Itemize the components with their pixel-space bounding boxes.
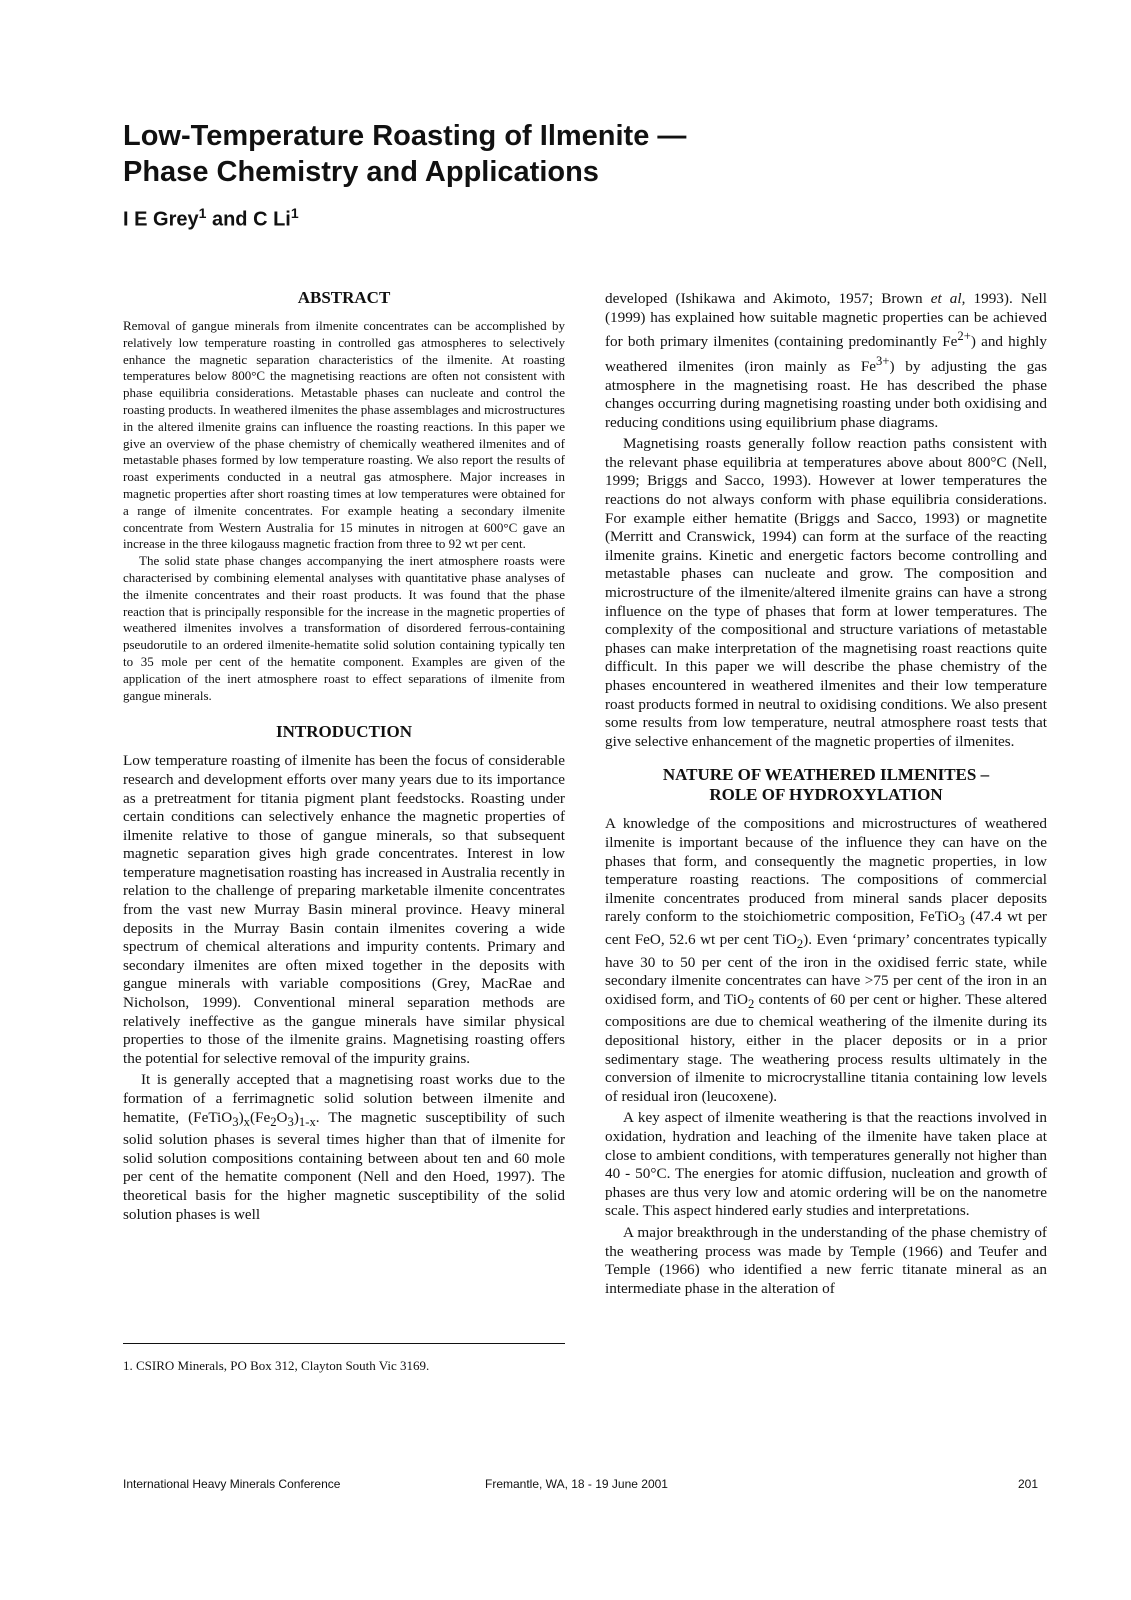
footnote-divider	[123, 1343, 565, 1344]
intro-continuation-paragraph: developed (Ishikawa and Akimoto, 1957; Brown et al, 1993). Nell (1999) has explained how suitable magnetic properties can be achieved for both primary ilmenites (containing predominantly $Fe^{2+}$) and highly weathered ilmenites (iron mainly as $Fe^{3+}$) by adjusting the gas atmosphere in the magnetising roast. He has described the phase changes occurring during magnetising roasting under both oxidising and reducing conditions using equilibrium phase diagrams.	[605, 290, 1047, 431]
page-number: 201	[1018, 1477, 1039, 1491]
nature-heading: NATURE OF WEATHERED ILMENITES – ROLE OF HYDROXYLATION	[662, 765, 990, 805]
author-1-affiliation-mark: 1	[198, 205, 207, 221]
title-line-2: Phase Chemistry and Applications	[123, 156, 599, 188]
nature-paragraph-1: A knowledge of the compositions and microstructures of weathered ilmenite is important because of the influence they can have on the phases that form, and consequently the magnetic properties, in low temperature roasting reactions. The compositions of commercial ilmenite concentrates produced from mineral sands placer deposits rarely conform to the stoichiometric composition, FeTiO$_3$ (47.4 wt per cent FeO, 52.6 wt per cent TiO$_2$). Even ‘primary’ concentrates typically have 30 to 50 per cent of the iron in the oxidised ferric state, while secondary ilmenite concentrates can have >75 per cent of the iron in an oxidised form, and TiO$_2$ contents of 60 per cent or higher. These altered compositions are due to chemical weathering of the ilmenite during its depositional history, either in the placer deposits or in a prior sedimentary stage. The weathering process results ultimately in the conversion of ilmenite to microcrystalline titania containing low levels of residual iron (leucoxene).	[605, 815, 1047, 1105]
author-2: C Li	[253, 208, 291, 231]
introduction-paragraph-2: It is generally accepted that a magnetising roast works due to the formation of a ferrimagnetic solid solution between ilmenite and hematite, $(FeTiO_3)_x(Fe_2O_3)_{1-x}$. The magnetic susceptibility of such solid solution phases is several times higher than that of ilmenite for solid solution compositions containing between about ten and 60 mole per cent of the hematite component (Nell and den Hoed, 1997). The theoretical basis for the higher magnetic susceptibility of the solid solution phases is well	[123, 1071, 565, 1223]
author-list	[123, 205, 299, 232]
author-conjunction: and	[211, 208, 248, 231]
intro-paragraph-3: Magnetising roasts generally follow reaction paths consistent with the relevant phase equilibria at temperatures above about 800°C (Nell, 1999; Briggs and Sacco, 1993). However at lower temperatures the reactions do not always conform with phase equilibria considerations. For example either hematite (Briggs and Sacco, 1993) or magnetite (Merritt and Cranswick, 1994) can form at the surface of the reacting ilmenite grains. Kinetic and energetic factors become controlling and metastable phases can nucleate and grow. The composition and microstructure of the ilmenite/altered ilmenite grains can have a strong influence on the type of phases that form at lower temperatures. The complexity of the compositional and structure variations of metastable phases can make interpretation of the magnetising roast reactions quite difficult. In this paper we will describe the phase chemistry of the phases encountered in weathered ilmenites and their low temperature roast products formed in neutral to oxidising conditions. We also present some results from low temperature, neutral atmosphere roast tests that give selective enhancement of the magnetic properties of ilmenites.	[605, 435, 1047, 750]
affiliation-footnote: 1. CSIRO Minerals, PO Box 312, Clayton South Vic 3169.	[123, 1358, 430, 1373]
nature-paragraph-3: A major breakthrough in the understanding of the phase chemistry of the weathering process was made by Temple (1966) and Teufer and Temple (1966) who identified a new ferric titanate mineral as an intermediate phase in the alteration of	[605, 1223, 1047, 1297]
abstract-paragraph-2: The solid state phase changes accompanying the inert atmosphere roasts were characterised by combining elemental analyses with quantitative phase analyses of the ilmenite concentrates and their roast products. It was found that the phase reaction that is principally responsible for the increase in the magnetic properties of weathered ilmenites involves a transformation of disordered ferrous-containing pseudorutile to an ordered ilmenite-hematite solid solution containing typically ten to 35 mole per cent of the hematite component. Examples are given of the application of the inert atmosphere roast to effect separations of ilmenite from gangue minerals.	[123, 553, 565, 703]
abstract-paragraph-1: Removal of gangue minerals from ilmenite concentrates can be accomplished by relatively low temperature roasting in controlled gas atmospheres to selectively enhance the magnetic separation characteristics of the ilmenite. At roasting temperatures below 800°C the magnetising reactions are often not consistent with phase equilibria considerations. Metastable phases can nucleate and control the roasting products. In weathered ilmenites the phase assemblages and microstructures in the altered ilmenite grains can influence the roasting reactions. In this paper we give an overview of the phase chemistry of chemically weathered ilmenites and of metastable phases formed by low temperature roasting. We also report the results of roast experiments conducted in a neutral gas atmosphere. Major increases in magnetic properties after short roasting times at low temperatures were obtained for a range of ilmenite concentrates. For example heating a secondary ilmenite concentrate from Western Australia for 15 minutes in nitrogen at 600°C gave an increase in the three kilogauss magnetic fraction from three to 92 wt per cent.	[123, 318, 565, 552]
footer-location-date: Fremantle, WA, 18 - 19 June 2001	[485, 1477, 668, 1491]
introduction-section	[123, 722, 565, 1224]
paper-title	[123, 118, 823, 190]
left-column	[123, 288, 565, 1224]
footer-conference: International Heavy Minerals Conference	[123, 1477, 341, 1491]
author-2-affiliation-mark: 1	[290, 205, 299, 221]
right-column	[605, 290, 1047, 1298]
introduction-heading: INTRODUCTION	[275, 722, 413, 742]
nature-paragraph-2: A key aspect of ilmenite weathering is that the reactions involved in oxidation, hydration and leaching of the ilmenite have taken place at close to ambient conditions, with temperatures generally not higher than 40 - 50°C. The energies for atomic diffusion, nucleation and growth of phases are thus very low and atomic ordering will be on the nanometre scale. This aspect hindered early studies and interpretations.	[605, 1109, 1047, 1220]
introduction-paragraph-1: Low temperature roasting of ilmenite has been the focus of considerable research and development efforts over many years due to its importance as a pretreatment for titania pigment plant feedstocks. Roasting under certain conditions can selectively enhance the magnetic properties of ilmenite relative to those of gangue minerals, so that subsequent magnetic separation gives high grade concentrates. Interest in low temperature magnetisation roasting has increased in Australia recently in relation to the challenge of preparing marketable ilmenite concentrates from the vast new Murray Basin mineral province. Heavy mineral deposits in the Murray Basin contain ilmenites covering a wide spectrum of chemical alterations and impurity contents. Primary and secondary ilmenites are often mixed together in the deposits with gangue minerals with variable compositions (Grey, MacRae and Nicholson, 1999). Conventional mineral separation methods are relatively ineffective as the gangue minerals have similar physical properties to those of the ilmenite grains. Magnetising roasting offers the potential for selective removal of the impurity grains.	[123, 752, 565, 1067]
abstract-heading: ABSTRACT	[297, 288, 391, 307]
abstract-section	[123, 288, 565, 704]
author-1: I E Grey	[123, 208, 199, 231]
title-line-1: Low-Temperature Roasting of Ilmenite —	[123, 120, 687, 152]
